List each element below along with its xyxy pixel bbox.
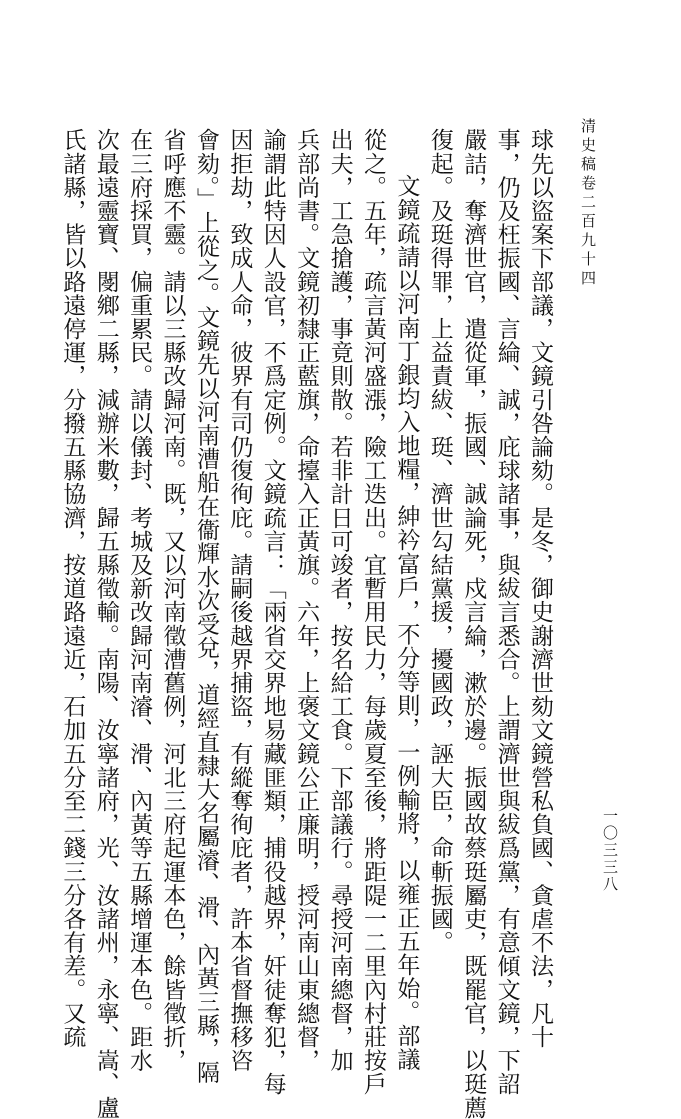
- running-header: 清史稿卷二百九十四: [579, 118, 597, 289]
- text-column: 出夫，工急搶護，事竟則散。若非計日可竣者，按名給工食。下部議行。尋授河南總督，加: [326, 128, 353, 1072]
- text-column: 文鏡疏請以河南丁銀均入地糧，紳衿富戶，不分等則，一例輸將，以雍正五年始。部議: [393, 174, 420, 1071]
- text-column: 次最遠靈寶、閿鄉二縣，減辦米數，歸五縣徵輸。南陽、汝寧諸府，光、汝諸州，永寧、嵩、盧: [92, 128, 119, 1119]
- text-column: 復起。及珽得罪，上益責紱、珽、濟世勾結黨援，擾國政，誣大臣，命斬振國。: [426, 128, 453, 954]
- text-body: [59, 128, 556, 1119]
- text-column: 諭謂此特因人設官，不爲定例。文鏡疏言：「兩省交界地易藏匪類，捕役越界，奸徒奪犯，每: [259, 128, 286, 1096]
- text-column: 會劾。」上從之。文鏡先以河南漕船在衞輝水次受兌，道經直隸大名屬濬、滑、內黃三縣，隔: [192, 128, 219, 1085]
- text-column: 球先以盜案下部議，文鏡引咎論劾。是冬，御史謝濟世劾文鏡營私負國、貪虐不法，凡十: [527, 128, 553, 1049]
- text-column: 事，仍及枉振國、言綸、誠，庇球諸事，與紱言悉合。上謂濟世與紱爲黨，有意傾文鏡，下詔: [493, 128, 520, 1096]
- text-column: 因拒劫，致成人命，彼界有司仍復徇庇。請嗣後越界捕盜，有縱奪徇庇者，許本省督撫移咨: [226, 128, 253, 1072]
- text-column: 在三府採買，偏重累民。請以儀封、考城及新改歸河南濬、滑、內黃等五縣增運本色。距水: [126, 128, 153, 1072]
- text-column: 兵部尚書。文鏡初隸正藍旗，命擡入正黃旗。六年，上褒文鏡公正廉明，授河南山東總督，: [293, 128, 320, 1072]
- page-number: 一〇三三八: [601, 808, 619, 893]
- text-column: 嚴詰，奪濟世官，遣從軍，振國、誠論死，戍言綸，漱於邊。振國故蔡珽屬吏，既罷官，以珽薦: [460, 128, 487, 1119]
- text-column: 氏諸縣，皆以路遠停運，分撥五縣協濟，按道路遠近，石加五分至二錢三分各有差。又疏: [59, 128, 86, 1049]
- text-column: 省呼應不靈。請以三縣改歸河南。既，又以河南徵漕舊例，河北三府起運本色，餘皆徵折，: [159, 128, 186, 1072]
- text-column: 從之。五年，疏言黃河盛漲，險工迭出。宜暫用民力，每歲夏至後，將距隄一二里內村莊按戶: [359, 128, 386, 1096]
